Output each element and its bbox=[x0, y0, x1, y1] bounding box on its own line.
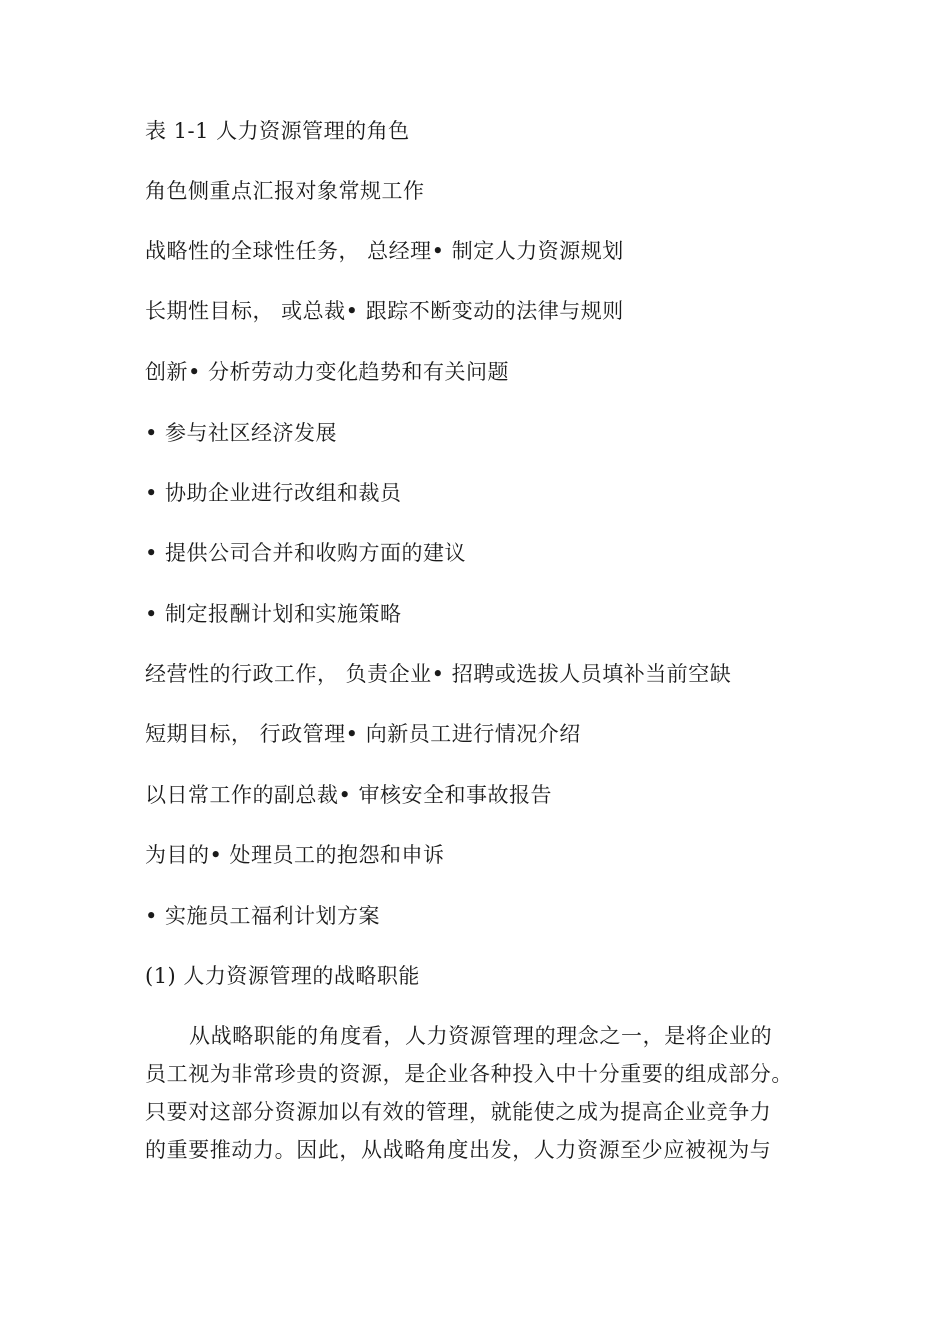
table-row: 经营性的行政工作， 负责企业• 招聘或选拔人员填补当前空缺 bbox=[145, 662, 732, 686]
table-row: 创新• 分析劳动力变化趋势和有关问题 bbox=[145, 360, 510, 384]
table-row: 战略性的全球性任务， 总经理• 制定人力资源规划 bbox=[145, 239, 624, 263]
table-row: 长期性目标， 或总裁• 跟踪不断变动的法律与规则 bbox=[145, 299, 624, 323]
section-heading: (1) 人力资源管理的战略职能 bbox=[145, 964, 420, 988]
body-paragraph bbox=[145, 1017, 815, 1169]
table-caption: 表 1-1 人力资源管理的角色 bbox=[145, 119, 410, 143]
bullet-item: • 提供公司合并和收购方面的建议 bbox=[145, 541, 467, 565]
bullet-item: • 参与社区经济发展 bbox=[145, 421, 338, 445]
bullet-item: • 协助企业进行改组和裁员 bbox=[145, 481, 402, 505]
table-row: 短期目标， 行政管理• 向新员工进行情况介绍 bbox=[145, 722, 581, 746]
table-row: 为目的• 处理员工的抱怨和申诉 bbox=[145, 843, 445, 867]
paragraph-line: 的重要推动力。因此，从战略角度出发，人力资源至少应被视为与 bbox=[145, 1138, 772, 1162]
paragraph-line: 员工视为非常珍贵的资源，是企业各种投入中十分重要的组成部分。 bbox=[145, 1062, 793, 1086]
bullet-item: • 制定报酬计划和实施策略 bbox=[145, 602, 402, 626]
table-header-row: 角色侧重点汇报对象常规工作 bbox=[145, 179, 425, 203]
paragraph-line: 从战略职能的角度看，人力资源管理的理念之一，是将企业的 bbox=[189, 1024, 773, 1048]
bullet-item: • 实施员工福利计划方案 bbox=[145, 904, 381, 928]
paragraph-line: 只要对这部分资源加以有效的管理，就能使之成为提高企业竞争力 bbox=[145, 1100, 772, 1124]
table-row: 以日常工作的副总裁• 审核安全和事故报告 bbox=[145, 783, 553, 807]
